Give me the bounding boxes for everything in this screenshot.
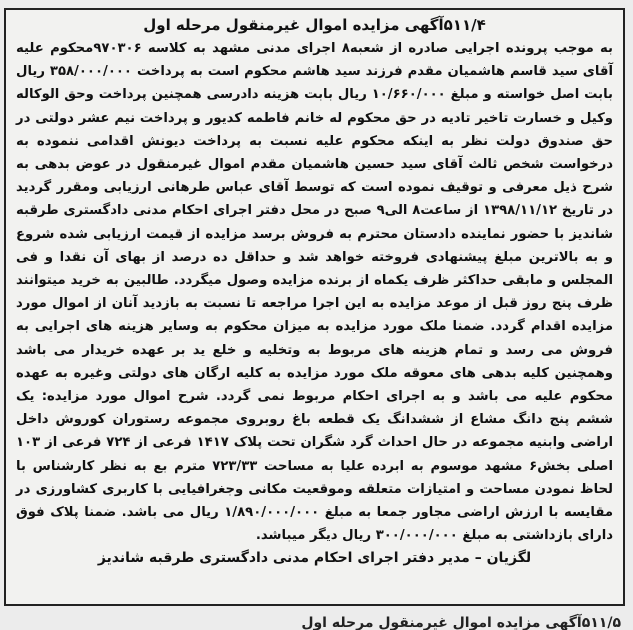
auction-notice-box [4, 8, 625, 606]
notice-body: به موجب پرونده اجرایی صادره از شعبه۸ اجرای مدنی مشهد به کلاسه ۹۷۰۳۰۶محکوم علیه آقای سید قاسم هاشمیان مقدم فرزند سید هاشم محکوم است به پرداخت ۳۵۸/۰۰۰/۰۰۰ ریال بابت اصل خواسته و مبلغ ۱۰/۶۶۰/۰۰۰ ریال بابت هزینه دادرسی همچنین پرداخت وحق الوکاله وکیل و خسارت تاخیر تادیه در حق محکوم له خانم فاطمه کدیور و پرداخت نیم عشر دولتی در حق صندوق دولت نظر به اینکه محکوم علیه نسبت به پرداخت دیونش اقدامی ننموده به درخواست شخص ثالث آقای سید حسین هاشمیان مقدم اموال غیرمنقول در عوض بدهی به شرح ذیل معرفی و توقیف نموده است که توسط آقای عباس طرهانی ارزیابی ومقرر گردید در تاریخ ۱۳۹۸/۱۱/۱۲ از ساعت۸ الی۹ صبح در محل دفتر اجرای احکام مدنی دادگستری طرقبه شاندیز با حضور نماینده دادستان محترم به فروش برسد مزایده از قیمت ارزیابی شده شروع و به بالاترین مبلغ پیشنهادی فروخته خواهد شد و حداقل ده درصد از بهای آن نقدا و فی المجلس و مابقی حداکثر ظرف یکماه از برنده مزایده وصول میگردد. طالبین به خرید میتوانند ظرف پنج روز قبل از موعد مزایده به این اجرا مراجعه تا نسبت به بازدید آنان از اموال مورد مزایده اقدام گردد. ضمنا ملک مورد مزایده به میزان محکوم به وسایر هزینه های اجرایی به فروش می رسد و تمام هزینه های مربوط به وتخلیه و خلع ید بر عهده خریدار می باشد وهمچنین کلیه بدهی های معوقه ملک مورد مزایده به کلیه ارگان های دولتی وغیره به عهده محکوم علیه می باشد و به اجرای احکام مربوط نمی گردد. شرح اموال مورد مزایده: یک ششم پنج دانگ مشاع از ششدانگ یک قطعه باغ روبروی مجموعه رستوران کوروش داخل اراضی وابنیه مجموعه در حال احداث گرد شگران تحت پلاک ۱۴۱۷ فرعی از ۷۲۴ فرعی از ۱۰۳ اصلی بخش۶ مشهد موسوم به ابرده علیا به مساحت ۷۲۳/۳۳ مترم بع به نظر کارشناس با لحاظ نمودن مساحت و امتیازات متعلقه وموقعیت مکانی وجغرافیایی با کاربری کشاورزی در مقایسه با ارزش اراضی مجاور جمعا به مبلغ ۱/۸۹۰/۰۰۰/۰۰۰ ریال می باشد. ضمنا پلاک فوق دارای بازداشتی به مبلغ ۳۰۰/۰۰۰/۰۰۰ ریال دیگر میباشد. [16, 41, 614, 544]
notice-title: ۵۱۱/۴آگهی مزایده اموال غیرمنقول مرحله اول [143, 16, 486, 34]
next-notice-title: ۵۱۱/۵آگهی مزایده اموال غیرمنقول مرحله اول [301, 615, 621, 630]
notice-signature: لگزیان – مدیر دفتر اجرای احکام مدنی دادگستری طرقبه شاندیز [97, 550, 532, 567]
